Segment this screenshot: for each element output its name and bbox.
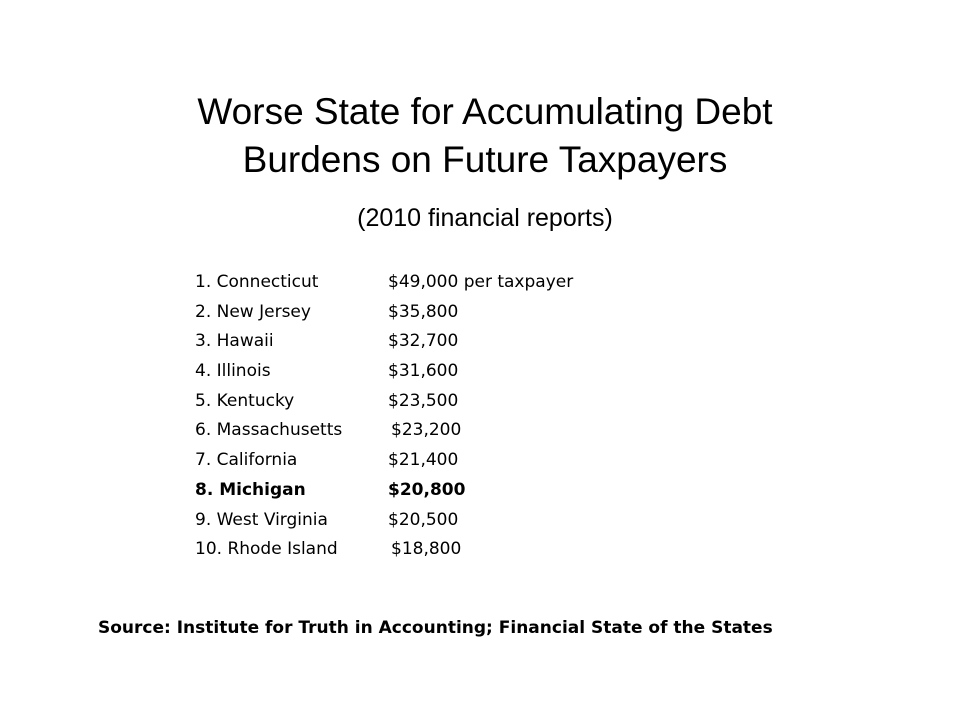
list-item-highlighted bbox=[195, 476, 573, 506]
list-item bbox=[195, 298, 573, 328]
state-name: 5. Kentucky bbox=[195, 390, 295, 411]
debt-amount: $49,000 per taxpayer bbox=[388, 272, 574, 292]
list-item bbox=[195, 327, 573, 357]
list-item bbox=[195, 446, 573, 476]
state-name: 7. California bbox=[195, 450, 298, 471]
debt-amount: $20,800 bbox=[388, 479, 466, 500]
debt-amount: $35,800 bbox=[388, 301, 459, 322]
list-item bbox=[195, 416, 573, 446]
state-name: 1. Connecticut bbox=[195, 272, 319, 292]
state-name: 6. Massachusetts bbox=[195, 420, 343, 441]
slide-subtitle: (2010 financial reports) bbox=[357, 204, 613, 232]
state-name: 10. Rhode Island bbox=[195, 539, 338, 560]
list-item bbox=[195, 387, 573, 417]
debt-amount: $18,800 bbox=[391, 539, 462, 560]
slide-title bbox=[0, 88, 960, 184]
state-name: 8. Michigan bbox=[195, 479, 306, 500]
debt-amount: $20,500 bbox=[388, 509, 459, 530]
list-item bbox=[195, 357, 573, 387]
debt-amount: $31,600 bbox=[388, 361, 459, 382]
list-item bbox=[195, 535, 573, 565]
source-citation: Source: Institute for Truth in Accounting; Financial State of the States bbox=[98, 618, 773, 638]
debt-amount: $23,500 bbox=[388, 390, 459, 411]
debt-amount: $21,400 bbox=[388, 450, 459, 471]
slide-title-line-2: Burdens on Future Taxpayers bbox=[242, 139, 728, 180]
debt-amount: $23,200 bbox=[391, 420, 462, 441]
list-item bbox=[195, 506, 573, 536]
state-name: 9. West Virginia bbox=[195, 509, 328, 530]
state-debt-ranking-list bbox=[195, 268, 573, 565]
debt-amount: $32,700 bbox=[388, 331, 459, 352]
state-name: 4. Illinois bbox=[195, 361, 271, 382]
state-name: 3. Hawaii bbox=[195, 331, 274, 352]
list-item bbox=[195, 268, 573, 298]
state-name: 2. New Jersey bbox=[195, 301, 311, 322]
slide-title-line-1: Worse State for Accumulating Debt bbox=[197, 91, 773, 132]
